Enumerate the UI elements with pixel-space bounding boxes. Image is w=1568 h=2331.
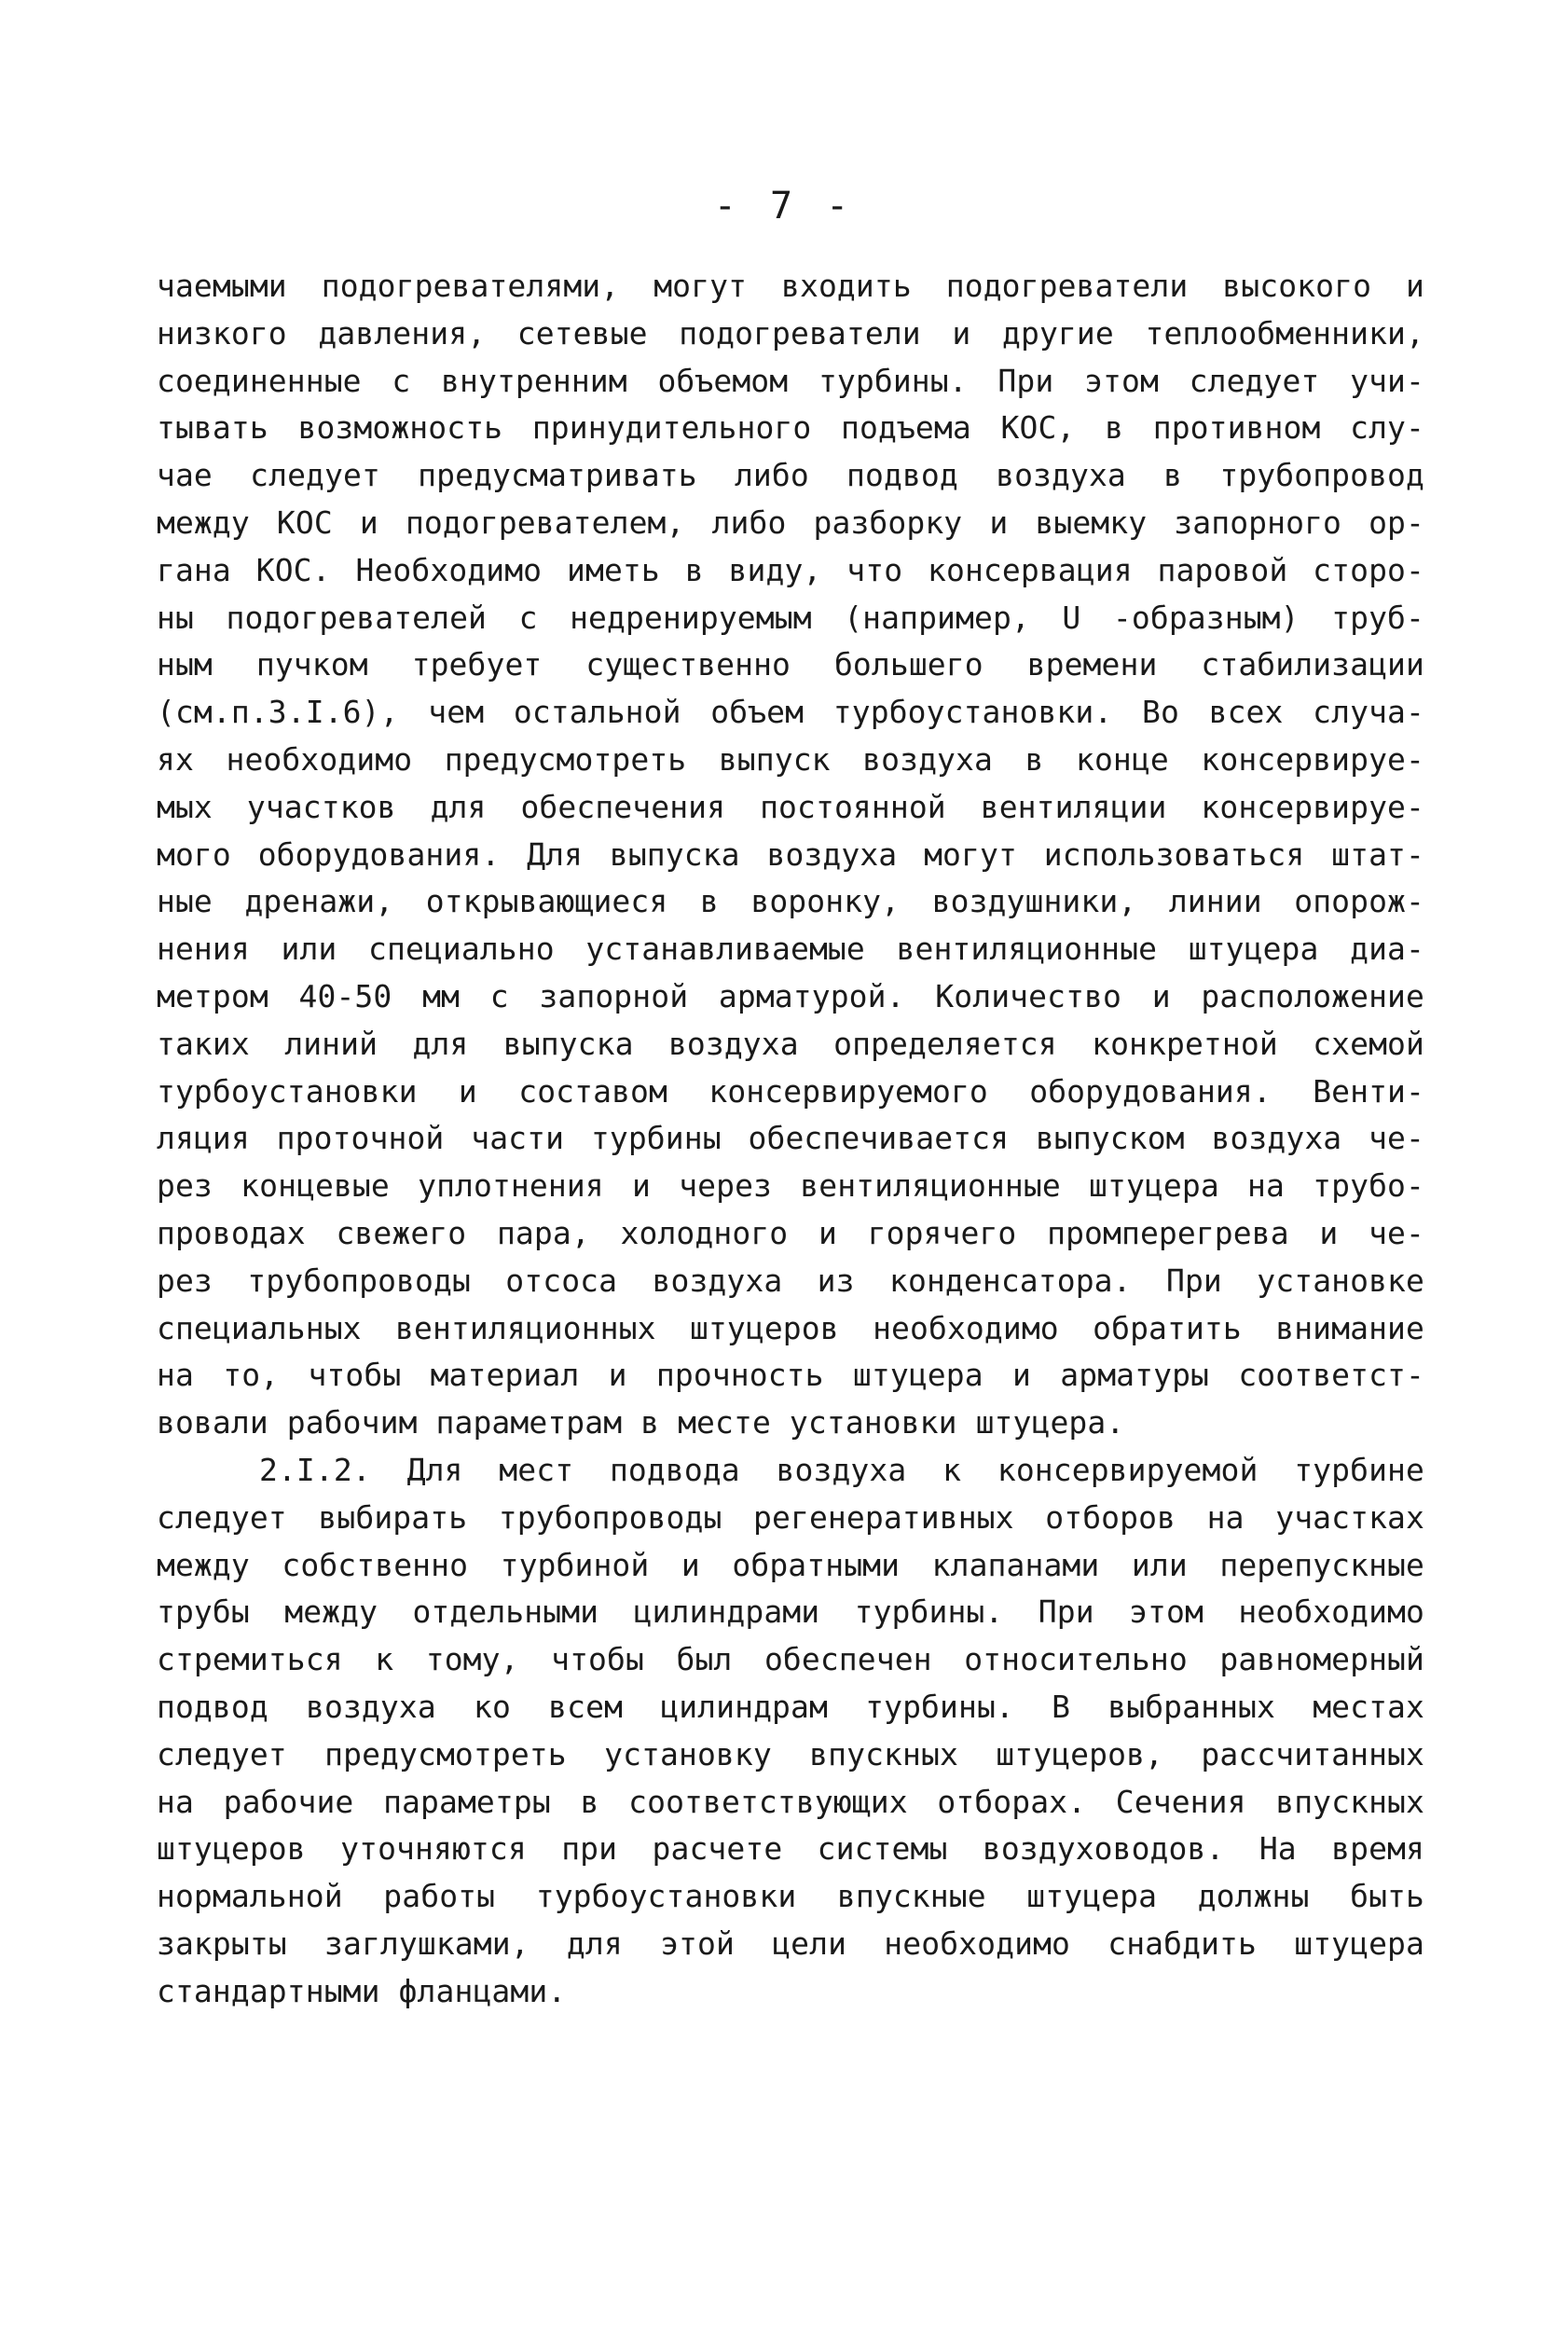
body-text [157,263,1424,2015]
text-line: между КОС и подогревателем, либо разборку и выемку запорного ор- [157,503,1424,541]
text-line: (см.п.3.I.6), чем остальной объем турбоустановки. Во всех случа- [157,694,1424,731]
text-line: на то, чтобы материал и прочность штуцера и арматуры соответст- [157,1357,1424,1394]
text-line: ны подогревателей с недренируемым (например, U -образным) труб- [157,599,1424,636]
text-line: стремиться к тому, чтобы был обеспечен относительно равномерный [157,1641,1424,1678]
text-line: 2.I.2. Для мест подвода воздуха к консервируемой турбине [259,1451,1424,1488]
text-line: нормальной работы турбоустановки впускные штуцера должны быть [157,1878,1424,1915]
text-line: тывать возможность принудительного подъема КОС, в противном слу- [157,409,1424,447]
text-line: проводах свежего пара, холодного и горячего промперегрева и че- [157,1214,1424,1251]
text-line: мых участков для обеспечения постоянной вентиляции консервируе- [157,788,1424,825]
text-line: на рабочие параметры в соответствующих отборах. Сечения впускных [157,1783,1424,1820]
text-line: стандартными фланцами. [157,1972,567,2009]
text-line: вовали рабочим параметрам в месте установки штуцера. [157,1404,1125,1441]
text-line: рез трубопроводы отсоса воздуха из конденсатора. При установке [157,1262,1424,1299]
text-line: метром 40-50 мм с запорной арматурой. Количество и расположение [157,977,1424,1014]
text-line: ным пучком требует существенно большего времени стабилизации [157,646,1424,683]
text-line: рез концевые уплотнения и через вентиляционные штуцера на трубо- [157,1167,1424,1205]
text-line: соединенные с внутренним объемом турбины. При этом следует учи- [157,362,1424,399]
text-line: гана КОС. Необходимо иметь в виду, что консервация паровой сторо- [157,551,1424,588]
text-line: подвод воздуха ко всем цилиндрам турбины. В выбранных местах [157,1688,1424,1725]
text-line: штуцеров уточняются при расчете системы воздуховодов. На время [157,1830,1424,1868]
text-line: ляция проточной части турбины обеспечивается выпуском воздуха че- [157,1120,1424,1157]
text-line: трубы между отдельными цилиндрами турбины. При этом необходимо [157,1593,1424,1631]
text-line: нения или специально устанавливаемые вентиляционные штуцера диа- [157,931,1424,968]
page-number: - 7 - [713,185,855,228]
text-line: ные дренажи, открывающиеся в воронку, воздушники, линии опорож- [157,883,1424,920]
paragraph-2 [157,1447,1424,2016]
text-line: чаемыми подогревателями, могут входить подогреватели высокого и [157,268,1424,304]
text-line: закрыты заглушками, для этой цели необходимо снабдить штуцера [157,1924,1424,1962]
text-line: низкого давления, сетевые подогреватели и другие теплообменники, [157,314,1424,352]
text-line: следует предусмотреть установку впускных штуцеров, рассчитанных [157,1735,1424,1772]
text-line: между собственно турбиной и обратными клапанами или перепускные [157,1546,1424,1583]
text-line: чае следует предусматривать либо подвод воздуха в трубопровод [157,457,1424,494]
text-line: турбоустановки и составом консервируемого оборудования. Венти- [157,1072,1424,1110]
text-line: мого оборудования. Для выпуска воздуха могут использоваться штат- [157,835,1424,873]
text-line: специальных вентиляционных штуцеров необходимо обратить внимание [157,1309,1424,1346]
text-line: таких линий для выпуска воздуха определяется конкретной схемой [157,1025,1424,1062]
text-line: следует выбирать трубопроводы регенеративных отборов на участках [157,1498,1424,1536]
text-line: ях необходимо предусмотреть выпуск воздуха в конце консервируе- [157,740,1424,778]
paragraph-1 [157,263,1424,1447]
